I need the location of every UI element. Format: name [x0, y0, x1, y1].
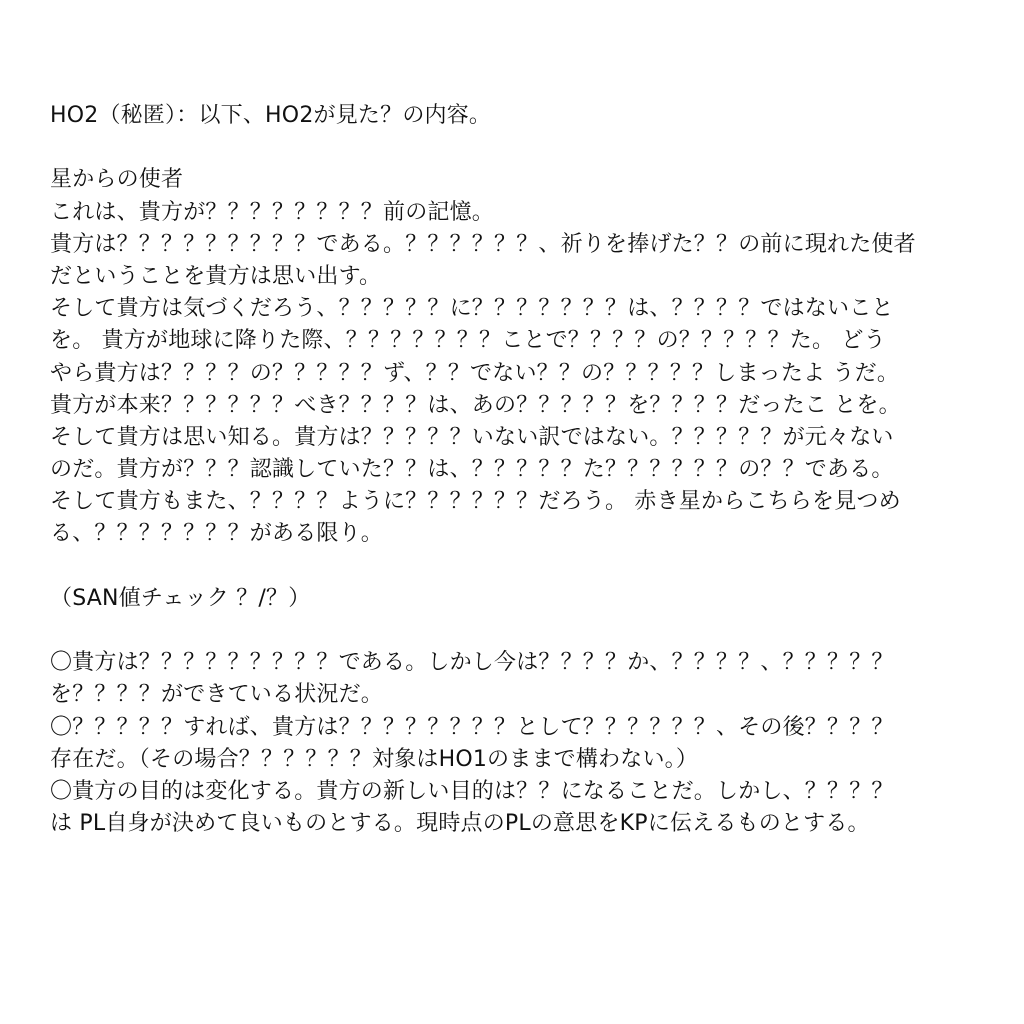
- text-line: る、？？？？？？？がある限り。: [50, 521, 384, 547]
- heading-line: HO2（秘匿）：以下、HO2が見た？の内容。: [50, 103, 492, 128]
- bullet-continuation: 存在だ。（その場合？？？？？？対象はHO1のままで構わない。）: [50, 746, 699, 772]
- text-line: だということを貴方は思い出す。: [50, 263, 382, 289]
- text-line: 貴方は？？？？？？？？？である。？？？？？？、祈りを捧げた？？の前に現れた使者: [50, 231, 916, 257]
- text-line: のだ。貴方が？？？認識していた？？は、？？？？？た？？？？？？の？？である。: [50, 457, 894, 483]
- bullet-line: 〇貴方の目的は変化する。貴方の新しい目的は？？になることだ。しかし、？？？？: [50, 778, 894, 804]
- bullet-continuation: は PL自身が決めて良いものとする。現時点のPLの意思をKPに伝えるものとする。: [50, 811, 870, 837]
- text-line: 貴方が本来？？？？？？べき？？？？は、あの？？？？？を？？？？だったこ とを。: [50, 392, 901, 418]
- section-title: 星からの使者: [50, 167, 184, 193]
- text-line: を。 貴方が地球に降りた際、？？？？？？？ことで？？？？の？？？？？た。 どう: [50, 328, 886, 354]
- text-line: これは、貴方が？？？？？？？？前の記憶。: [50, 199, 495, 225]
- blank-line: [50, 132, 990, 164]
- text-line: そして貴方は気づくだろう、？？？？？に？？？？？？？は、？？？？ではないこと: [50, 296, 894, 322]
- san-check-line: （SAN値チェック ？/？）: [50, 585, 311, 611]
- bullet-line: 〇貴方は？？？？？？？？？である。しかし今は？？？？か、？？？？、？？？？？: [50, 650, 894, 676]
- blank-line: [50, 615, 990, 647]
- bullet-line: 〇？？？？？すれば、貴方は？？？？？？？？として？？？？？？、その後？？？？: [50, 714, 894, 740]
- text-line: やら貴方は？？？？の？？？？？ず、？？でない？？の？？？？？しまったよ うだ。: [50, 360, 900, 386]
- blank-line: [50, 551, 990, 583]
- document-text-block: [50, 100, 990, 840]
- text-line: そして貴方は思い知る。貴方は？？？？？いない訳ではない。？？？？？が元々ない: [50, 424, 894, 450]
- bullet-continuation: を？？？？ができている状況だ。: [50, 682, 384, 708]
- text-line: そして貴方もまた、？？？？ように？？？？？？だろう。 赤き星からこちらを見つめ: [50, 489, 901, 515]
